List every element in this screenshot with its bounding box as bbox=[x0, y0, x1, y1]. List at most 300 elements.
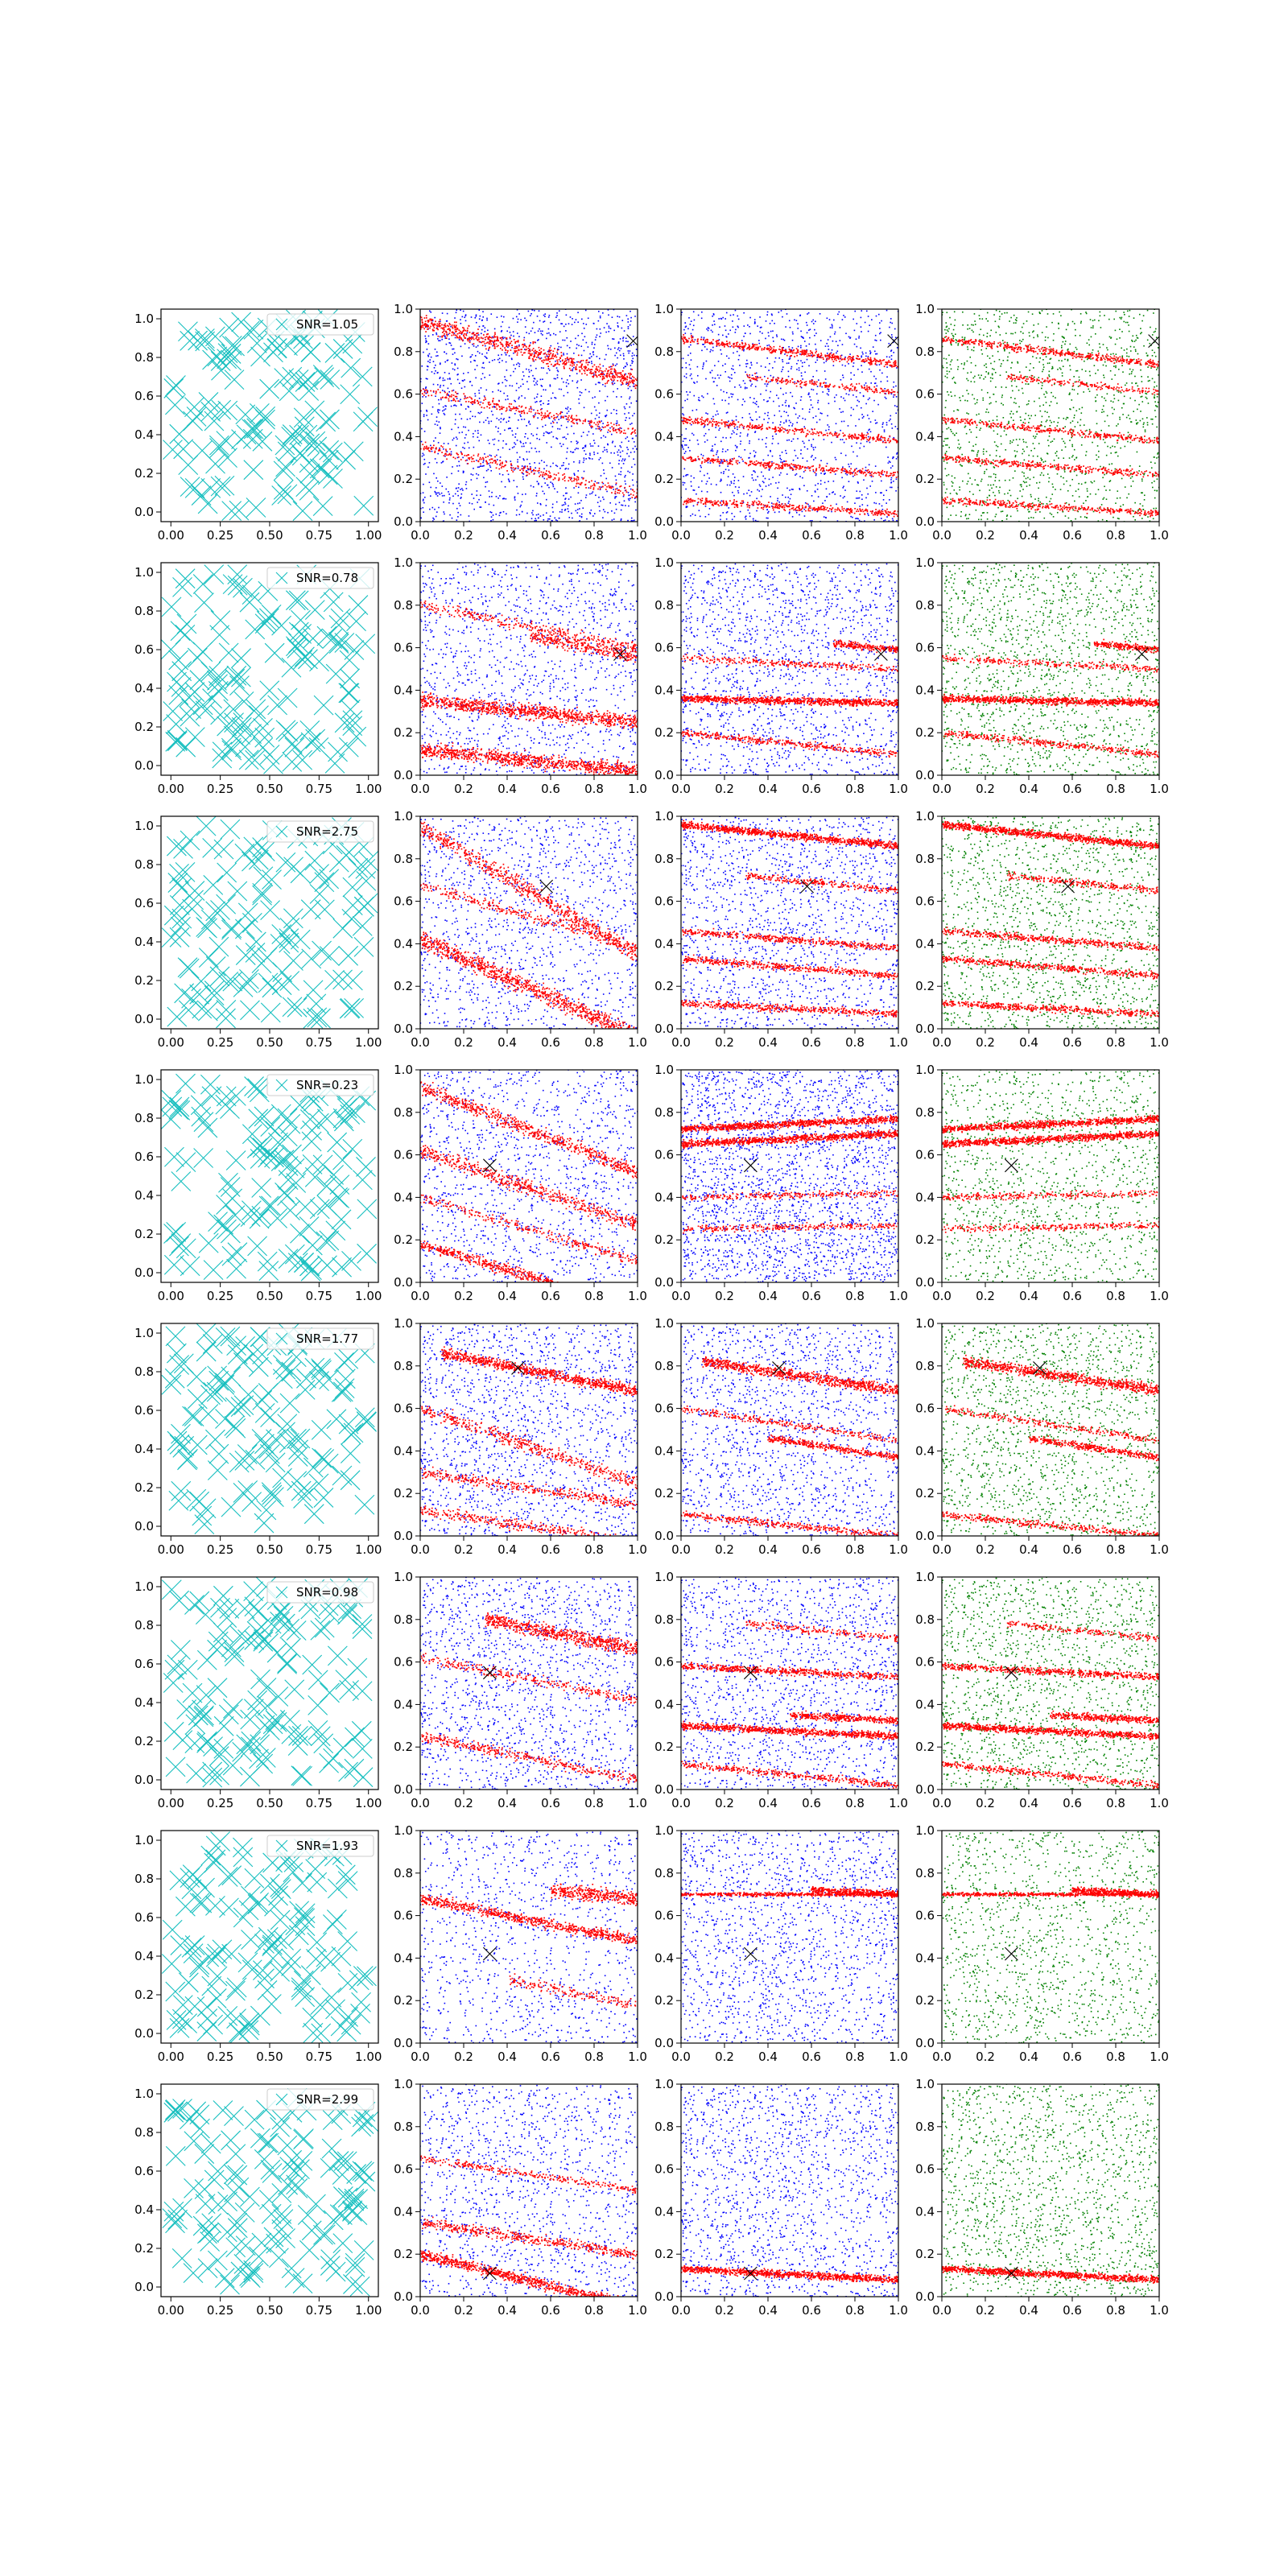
red-scatter-point bbox=[425, 325, 427, 327]
blue-scatter-point bbox=[522, 511, 523, 513]
blue-scatter-point bbox=[579, 508, 580, 510]
blue-scatter-point bbox=[754, 455, 756, 456]
blue-scatter-point bbox=[426, 415, 427, 416]
red-scatter-point bbox=[615, 491, 617, 493]
blue-scatter-point bbox=[829, 493, 831, 495]
red-scatter-point bbox=[525, 349, 526, 351]
blue-scatter-point bbox=[766, 446, 767, 448]
blue-scatter-point bbox=[813, 417, 815, 419]
blue-scatter-point bbox=[540, 504, 542, 506]
blue-scatter-point bbox=[577, 381, 579, 382]
red-scatter-point bbox=[630, 378, 631, 379]
blue-scatter-point bbox=[865, 353, 867, 354]
blue-scatter-point bbox=[568, 517, 570, 518]
blue-scatter-point bbox=[632, 473, 634, 475]
red-scatter-point bbox=[483, 334, 485, 336]
red-scatter-point bbox=[455, 391, 456, 393]
blue-scatter-point bbox=[474, 317, 476, 319]
blue-scatter-point bbox=[719, 378, 720, 379]
red-scatter-point bbox=[451, 394, 452, 396]
blue-scatter-point bbox=[622, 451, 624, 452]
blue-scatter-point bbox=[786, 488, 788, 489]
blue-scatter-point bbox=[785, 497, 786, 498]
red-scatter-point bbox=[772, 350, 774, 352]
blue-scatter-point bbox=[509, 355, 510, 357]
red-scatter-point bbox=[483, 399, 485, 401]
blue-scatter-point bbox=[601, 437, 602, 439]
red-scatter-point bbox=[705, 340, 707, 341]
red-scatter-point bbox=[556, 352, 558, 353]
red-scatter-point bbox=[613, 375, 614, 377]
blue-scatter-point bbox=[772, 330, 774, 332]
blue-scatter-point bbox=[508, 428, 510, 430]
blue-scatter-point bbox=[807, 332, 808, 334]
red-scatter-point bbox=[889, 436, 890, 437]
blue-scatter-point bbox=[566, 493, 568, 494]
blue-scatter-point bbox=[778, 357, 780, 359]
blue-scatter-point bbox=[550, 334, 551, 336]
blue-scatter-point bbox=[600, 328, 601, 330]
blue-scatter-point bbox=[505, 379, 506, 381]
blue-scatter-point bbox=[608, 348, 609, 349]
blue-scatter-point bbox=[613, 338, 615, 340]
blue-scatter-point bbox=[565, 468, 567, 469]
blue-scatter-point bbox=[475, 416, 477, 418]
red-scatter-point bbox=[429, 451, 431, 452]
blue-scatter-point bbox=[576, 510, 577, 512]
red-scatter-point bbox=[427, 447, 428, 448]
red-scatter-point bbox=[433, 327, 435, 328]
blue-scatter-point bbox=[703, 362, 704, 364]
red-scatter-point bbox=[594, 364, 596, 365]
blue-scatter-point bbox=[623, 367, 625, 369]
blue-scatter-point bbox=[712, 398, 714, 400]
blue-scatter-point bbox=[452, 440, 454, 441]
red-scatter-point bbox=[429, 319, 431, 320]
red-scatter-point bbox=[837, 356, 839, 357]
red-scatter-point bbox=[539, 476, 540, 477]
blue-scatter-point bbox=[712, 316, 713, 317]
blue-scatter-point bbox=[798, 417, 799, 419]
blue-scatter-point bbox=[693, 312, 695, 313]
blue-scatter-point bbox=[477, 436, 479, 438]
blue-scatter-point bbox=[535, 382, 537, 384]
blue-scatter-point bbox=[550, 384, 551, 386]
red-scatter-point bbox=[550, 475, 551, 477]
blue-scatter-point bbox=[456, 312, 457, 313]
blue-scatter-point bbox=[425, 387, 427, 389]
blue-scatter-point bbox=[456, 398, 458, 399]
red-scatter-point bbox=[547, 411, 548, 412]
red-scatter-point bbox=[775, 349, 777, 351]
blue-scatter-point bbox=[791, 440, 793, 442]
red-scatter-point bbox=[570, 369, 572, 371]
blue-scatter-point bbox=[516, 486, 518, 488]
red-scatter-point bbox=[847, 357, 848, 359]
red-scatter-point bbox=[477, 460, 479, 462]
blue-scatter-point bbox=[472, 503, 473, 505]
blue-scatter-point bbox=[431, 414, 433, 415]
blue-scatter-point bbox=[836, 394, 837, 396]
blue-scatter-point bbox=[813, 449, 815, 451]
red-scatter-point bbox=[733, 344, 735, 345]
blue-scatter-point bbox=[541, 385, 543, 386]
red-scatter-point bbox=[464, 395, 466, 397]
red-scatter-point bbox=[592, 485, 594, 486]
blue-scatter-point bbox=[509, 417, 510, 419]
blue-scatter-point bbox=[478, 466, 480, 468]
blue-scatter-point bbox=[473, 345, 475, 347]
blue-scatter-point bbox=[747, 436, 749, 437]
blue-scatter-point bbox=[811, 446, 812, 448]
blue-scatter-point bbox=[605, 436, 606, 438]
blue-scatter-point bbox=[820, 473, 822, 474]
blue-scatter-point bbox=[604, 449, 605, 451]
blue-scatter-point bbox=[630, 320, 632, 322]
red-scatter-point bbox=[562, 474, 564, 476]
red-scatter-point bbox=[599, 427, 601, 429]
blue-scatter-point bbox=[620, 354, 621, 356]
red-scatter-point bbox=[533, 351, 535, 353]
red-scatter-point bbox=[535, 359, 537, 361]
blue-scatter-point bbox=[611, 510, 613, 512]
blue-scatter-point bbox=[613, 452, 615, 454]
blue-scatter-point bbox=[593, 347, 595, 349]
blue-scatter-point bbox=[444, 361, 446, 363]
blue-scatter-point bbox=[505, 352, 506, 353]
red-scatter-point bbox=[500, 463, 502, 464]
red-scatter-point bbox=[515, 348, 517, 349]
blue-scatter-point bbox=[618, 347, 620, 349]
blue-scatter-point bbox=[634, 316, 636, 317]
blue-scatter-point bbox=[585, 497, 587, 498]
blue-scatter-point bbox=[716, 385, 718, 386]
red-scatter-point bbox=[753, 346, 755, 348]
blue-scatter-point bbox=[516, 390, 518, 391]
blue-scatter-point bbox=[568, 407, 569, 408]
blue-scatter-point bbox=[578, 345, 580, 346]
blue-scatter-point bbox=[427, 467, 429, 469]
blue-scatter-point bbox=[631, 518, 633, 519]
blue-scatter-point bbox=[749, 516, 751, 518]
blue-scatter-point bbox=[568, 498, 570, 500]
blue-scatter-point bbox=[573, 433, 575, 435]
blue-scatter-point bbox=[687, 355, 689, 357]
blue-scatter-point bbox=[599, 412, 601, 414]
blue-scatter-point bbox=[625, 374, 626, 375]
red-scatter-point bbox=[476, 336, 477, 338]
red-scatter-point bbox=[605, 368, 607, 369]
blue-scatter-point bbox=[568, 508, 569, 510]
red-scatter-point bbox=[424, 446, 426, 448]
blue-scatter-point bbox=[634, 464, 636, 465]
blue-scatter-point bbox=[482, 462, 484, 464]
blue-scatter-point bbox=[850, 463, 852, 464]
red-scatter-point bbox=[725, 344, 727, 345]
blue-scatter-point bbox=[630, 472, 631, 473]
blue-scatter-point bbox=[893, 396, 894, 398]
red-scatter-point bbox=[541, 361, 543, 362]
blue-scatter-point bbox=[686, 474, 687, 476]
blue-scatter-point bbox=[539, 310, 540, 312]
blue-scatter-point bbox=[766, 314, 768, 316]
blue-scatter-point bbox=[741, 404, 743, 406]
red-scatter-point bbox=[839, 361, 840, 362]
blue-scatter-point bbox=[597, 502, 599, 503]
blue-scatter-point bbox=[891, 394, 893, 395]
red-scatter-point bbox=[529, 356, 530, 357]
blue-scatter-point bbox=[604, 447, 605, 448]
blue-scatter-point bbox=[842, 466, 844, 468]
red-scatter-point bbox=[762, 348, 763, 349]
blue-scatter-point bbox=[433, 473, 435, 475]
blue-scatter-point bbox=[785, 450, 786, 452]
blue-scatter-point bbox=[700, 467, 702, 469]
blue-scatter-point bbox=[574, 362, 576, 364]
blue-scatter-point bbox=[479, 413, 481, 415]
red-scatter-point bbox=[741, 349, 743, 351]
blue-scatter-point bbox=[444, 352, 445, 353]
red-scatter-point bbox=[861, 361, 862, 362]
blue-scatter-point bbox=[691, 333, 692, 335]
blue-scatter-point bbox=[455, 493, 456, 495]
blue-scatter-point bbox=[815, 473, 817, 475]
blue-scatter-point bbox=[570, 451, 572, 452]
blue-scatter-point bbox=[704, 436, 705, 437]
blue-scatter-point bbox=[781, 416, 782, 418]
red-scatter-point bbox=[552, 358, 554, 360]
blue-scatter-point bbox=[548, 328, 550, 330]
blue-scatter-point bbox=[442, 390, 444, 391]
red-scatter-point bbox=[583, 420, 584, 422]
blue-scatter-point bbox=[854, 344, 856, 345]
red-scatter-point bbox=[514, 350, 515, 352]
blue-scatter-point bbox=[427, 361, 429, 362]
red-scatter-point bbox=[890, 365, 891, 366]
blue-scatter-point bbox=[749, 367, 751, 369]
blue-scatter-point bbox=[832, 492, 833, 493]
blue-scatter-point bbox=[602, 423, 604, 424]
red-scatter-point bbox=[567, 419, 568, 420]
red-scatter-point bbox=[497, 340, 499, 341]
blue-scatter-point bbox=[848, 481, 850, 482]
blue-scatter-point bbox=[837, 351, 839, 353]
blue-scatter-point bbox=[749, 317, 751, 319]
blue-scatter-point bbox=[502, 338, 504, 340]
blue-scatter-point bbox=[769, 397, 770, 398]
blue-scatter-point bbox=[710, 349, 712, 351]
blue-scatter-point bbox=[568, 464, 570, 465]
red-scatter-point bbox=[510, 410, 512, 411]
blue-scatter-point bbox=[704, 475, 705, 477]
blue-scatter-point bbox=[767, 455, 769, 456]
red-scatter-point bbox=[485, 460, 487, 462]
red-scatter-point bbox=[568, 419, 570, 421]
blue-scatter-point bbox=[526, 381, 528, 382]
blue-scatter-point bbox=[741, 340, 743, 341]
blue-scatter-point bbox=[589, 493, 591, 495]
blue-scatter-point bbox=[617, 363, 618, 365]
red-scatter-point bbox=[530, 345, 531, 346]
blue-scatter-point bbox=[519, 415, 521, 416]
blue-scatter-point bbox=[825, 345, 827, 347]
blue-scatter-point bbox=[818, 496, 819, 497]
red-scatter-point bbox=[447, 328, 448, 330]
blue-scatter-point bbox=[429, 462, 431, 464]
blue-scatter-point bbox=[776, 336, 778, 337]
blue-scatter-point bbox=[495, 514, 497, 515]
blue-scatter-point bbox=[537, 502, 539, 504]
red-scatter-point bbox=[453, 456, 455, 458]
red-scatter-point bbox=[444, 331, 445, 332]
blue-scatter-point bbox=[601, 486, 602, 488]
red-scatter-point bbox=[736, 342, 737, 344]
red-scatter-point bbox=[440, 328, 442, 329]
axis-xtick-label: 0.50 bbox=[256, 528, 283, 543]
blue-scatter-point bbox=[428, 343, 430, 345]
blue-scatter-point bbox=[476, 346, 477, 348]
blue-scatter-point bbox=[498, 419, 500, 421]
red-scatter-point bbox=[617, 380, 618, 382]
blue-scatter-point bbox=[589, 353, 591, 355]
red-scatter-point bbox=[546, 416, 547, 418]
blue-scatter-point bbox=[688, 317, 690, 319]
blue-scatter-point bbox=[605, 354, 607, 356]
blue-scatter-point bbox=[567, 345, 568, 347]
blue-scatter-point bbox=[508, 473, 510, 475]
blue-scatter-point bbox=[881, 506, 883, 507]
blue-scatter-point bbox=[807, 490, 808, 492]
blue-scatter-point bbox=[788, 371, 790, 373]
red-scatter-point bbox=[798, 349, 799, 351]
red-scatter-point bbox=[568, 480, 569, 481]
blue-scatter-point bbox=[456, 309, 457, 311]
red-scatter-point bbox=[426, 324, 427, 326]
red-scatter-point bbox=[544, 412, 546, 414]
red-scatter-point bbox=[576, 415, 577, 417]
red-scatter-point bbox=[469, 457, 471, 459]
blue-scatter-point bbox=[427, 349, 428, 350]
blue-scatter-point bbox=[824, 362, 825, 364]
blue-scatter-point bbox=[598, 417, 600, 419]
blue-scatter-point bbox=[787, 497, 789, 498]
red-scatter-point bbox=[471, 456, 473, 458]
red-scatter-point bbox=[440, 323, 441, 324]
axis-xtick-label: 1.0 bbox=[628, 528, 647, 543]
blue-scatter-point bbox=[566, 337, 568, 339]
red-scatter-point bbox=[445, 331, 447, 332]
blue-scatter-point bbox=[682, 407, 683, 409]
red-scatter-point bbox=[422, 393, 423, 394]
blue-scatter-point bbox=[685, 489, 687, 490]
blue-scatter-point bbox=[691, 481, 692, 483]
red-scatter-point bbox=[609, 373, 611, 374]
blue-scatter-point bbox=[780, 473, 782, 474]
blue-scatter-point bbox=[629, 456, 630, 457]
blue-scatter-point bbox=[757, 489, 758, 491]
blue-scatter-point bbox=[791, 425, 793, 427]
red-scatter-point bbox=[630, 433, 632, 435]
blue-scatter-point bbox=[500, 456, 502, 458]
red-scatter-point bbox=[546, 473, 547, 475]
blue-scatter-point bbox=[422, 456, 423, 457]
blue-scatter-point bbox=[539, 473, 540, 474]
blue-scatter-point bbox=[446, 320, 448, 322]
blue-scatter-point bbox=[593, 374, 595, 376]
red-scatter-point bbox=[456, 396, 458, 398]
blue-scatter-point bbox=[833, 365, 835, 366]
blue-scatter-point bbox=[867, 415, 869, 416]
red-scatter-point bbox=[521, 349, 522, 350]
blue-scatter-point bbox=[618, 463, 620, 464]
blue-scatter-point bbox=[630, 396, 631, 398]
red-scatter-point bbox=[456, 337, 458, 339]
blue-scatter-point bbox=[832, 324, 833, 326]
blue-scatter-point bbox=[551, 520, 553, 522]
blue-scatter-point bbox=[458, 483, 460, 485]
blue-scatter-point bbox=[537, 316, 539, 317]
blue-scatter-point bbox=[809, 337, 811, 339]
red-scatter-point bbox=[766, 348, 768, 349]
blue-scatter-point bbox=[579, 462, 580, 464]
blue-scatter-point bbox=[555, 519, 557, 521]
blue-scatter-point bbox=[510, 385, 511, 386]
blue-scatter-point bbox=[683, 485, 684, 486]
blue-scatter-point bbox=[464, 343, 466, 345]
blue-scatter-point bbox=[478, 440, 480, 442]
blue-scatter-point bbox=[445, 408, 447, 410]
blue-scatter-point bbox=[490, 455, 492, 456]
red-scatter-point bbox=[443, 335, 444, 336]
blue-scatter-point bbox=[824, 370, 826, 372]
blue-scatter-point bbox=[543, 321, 544, 323]
red-scatter-point bbox=[635, 378, 637, 380]
red-scatter-point bbox=[629, 485, 630, 487]
blue-scatter-point bbox=[733, 353, 734, 354]
red-scatter-point bbox=[455, 458, 456, 460]
red-scatter-point bbox=[523, 340, 525, 341]
blue-scatter-point bbox=[523, 446, 525, 448]
blue-scatter-point bbox=[520, 440, 522, 442]
red-scatter-point bbox=[573, 358, 575, 360]
red-scatter-point bbox=[446, 337, 448, 339]
blue-scatter-point bbox=[584, 407, 585, 408]
red-scatter-point bbox=[724, 345, 725, 346]
blue-scatter-point bbox=[766, 437, 767, 439]
blue-scatter-point bbox=[620, 456, 621, 457]
blue-scatter-point bbox=[577, 387, 579, 389]
blue-scatter-point bbox=[576, 348, 577, 349]
blue-scatter-point bbox=[549, 369, 551, 371]
red-scatter-point bbox=[782, 350, 784, 352]
blue-scatter-point bbox=[564, 415, 566, 417]
blue-scatter-point bbox=[541, 460, 543, 461]
blue-scatter-point bbox=[616, 413, 617, 415]
red-scatter-point bbox=[769, 350, 770, 352]
red-scatter-point bbox=[460, 331, 461, 332]
blue-scatter-point bbox=[808, 393, 810, 394]
blue-scatter-point bbox=[424, 390, 426, 392]
blue-scatter-point bbox=[732, 419, 733, 421]
blue-scatter-point bbox=[509, 480, 510, 481]
blue-scatter-point bbox=[869, 485, 871, 487]
blue-scatter-point bbox=[530, 485, 532, 487]
red-scatter-point bbox=[502, 406, 503, 407]
red-scatter-point bbox=[518, 406, 520, 407]
blue-scatter-point bbox=[717, 374, 719, 376]
blue-scatter-point bbox=[703, 366, 704, 368]
blue-scatter-point bbox=[485, 419, 487, 421]
